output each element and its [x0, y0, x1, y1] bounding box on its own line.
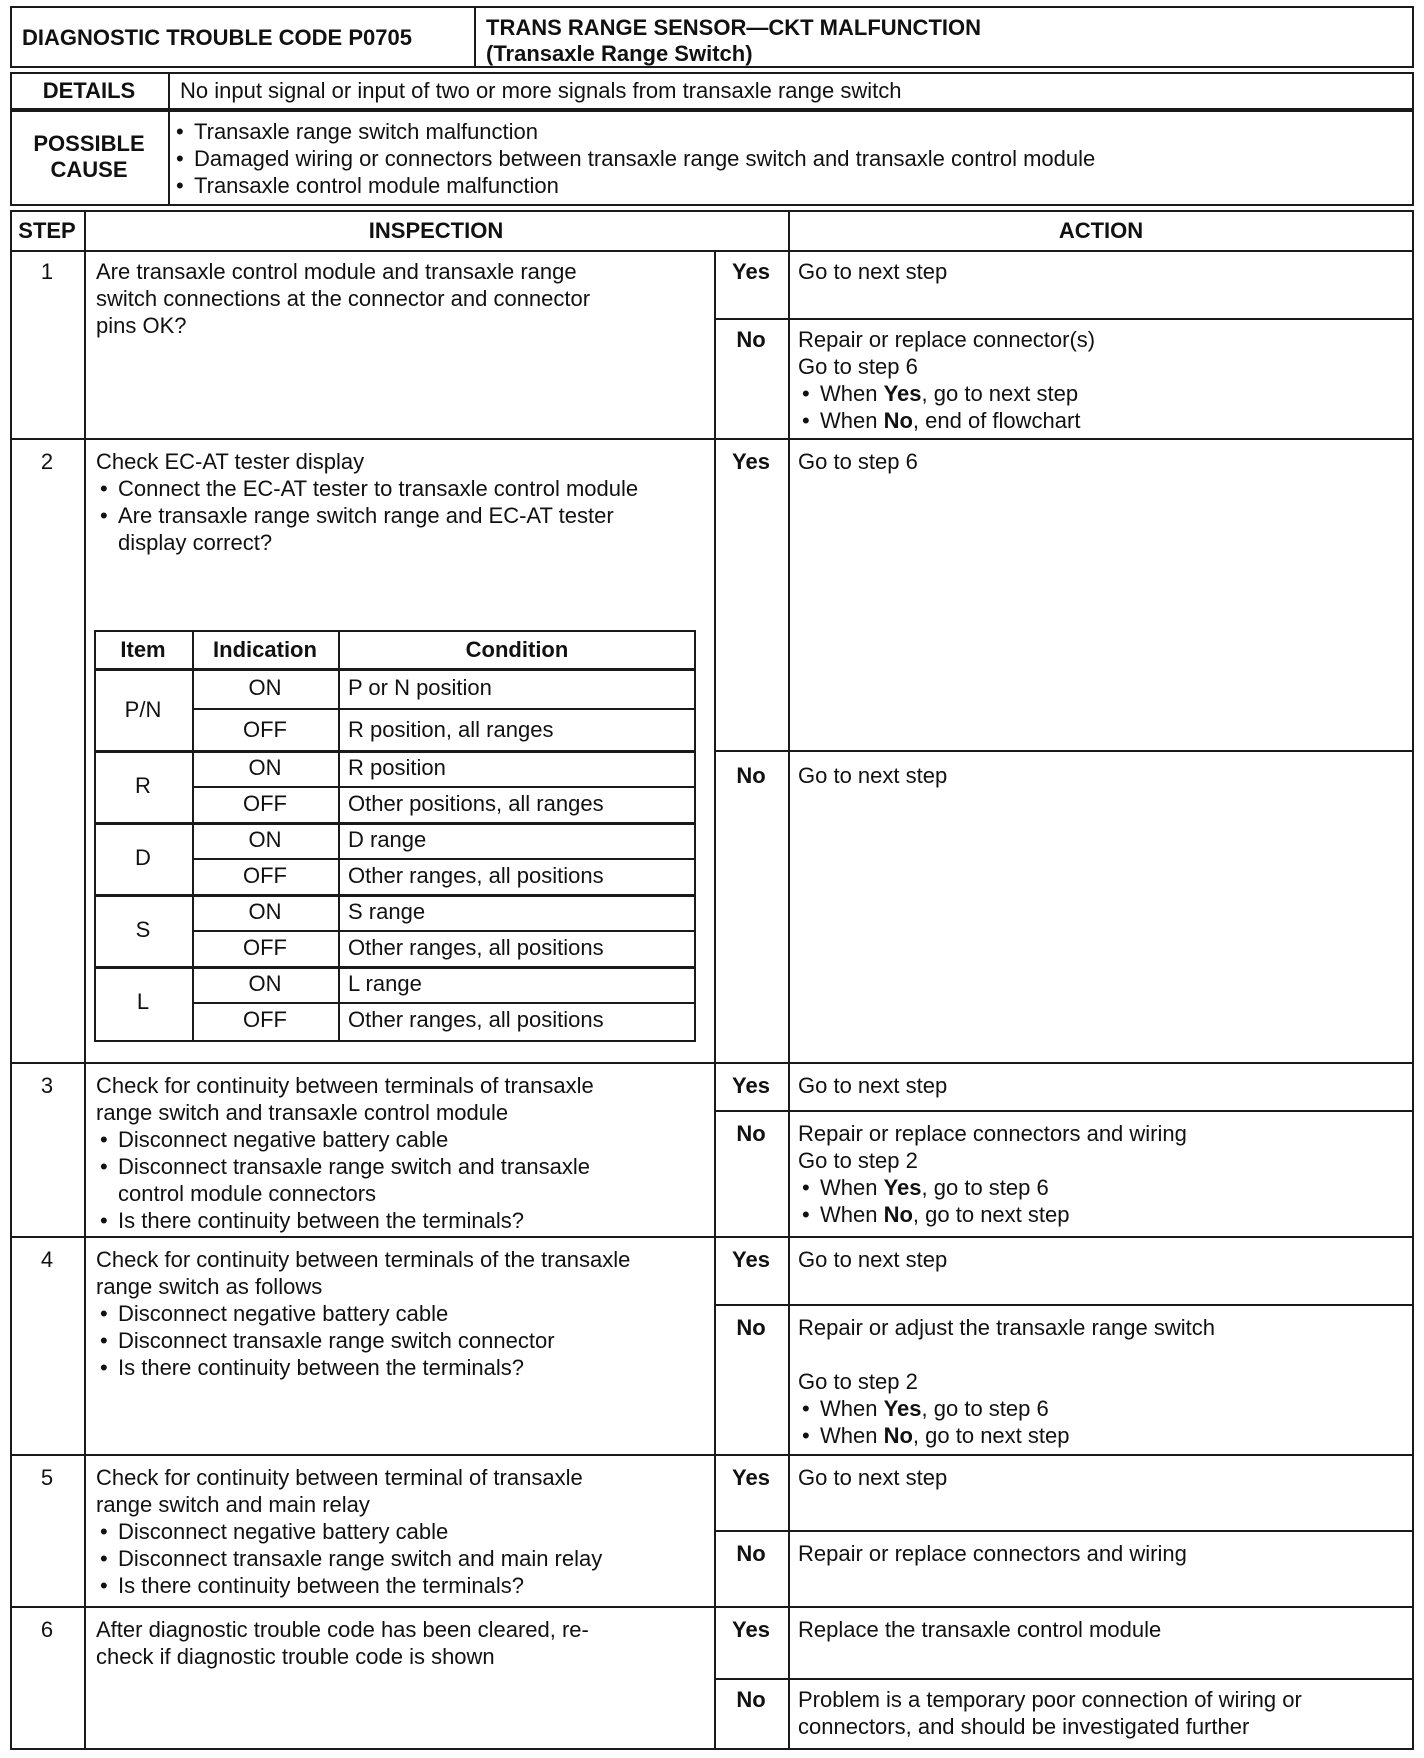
- action-line: Repair or adjust the transaxle range switch: [798, 1315, 1215, 1340]
- inspection-bullet: • Is there continuity between the terminals?: [96, 1207, 594, 1234]
- inspection-bullet: • Is there continuity between the terminals?: [96, 1572, 602, 1599]
- table-cell-condition: L range: [348, 971, 422, 996]
- action-bullet: • When No, go to next step: [798, 1422, 1215, 1449]
- cause-item: • Transaxle range switch malfunction: [172, 118, 1095, 145]
- yes-action: Go to next step: [798, 1073, 948, 1098]
- step-1-no-action: [798, 326, 1095, 434]
- possible-cause-label-1: POSSIBLE: [33, 131, 145, 156]
- step-5-inspection: [96, 1464, 602, 1599]
- inspection-line: range switch and transaxle control module: [96, 1100, 509, 1125]
- trouble-code-label: DIAGNOSTIC TROUBLE CODE P0705: [22, 25, 412, 50]
- table-cell-condition: R position: [348, 755, 446, 780]
- table-cell-condition: R position, all ranges: [348, 717, 554, 742]
- no-label: No: [736, 763, 766, 788]
- column-step: STEP: [18, 218, 76, 243]
- table-cell-on: ON: [248, 827, 282, 852]
- inspection-line: Are transaxle control module and transaxle range: [96, 259, 577, 284]
- step-6-inspection: [96, 1616, 589, 1670]
- yes-action: Go to next step: [798, 259, 948, 284]
- inspection-bullet: • Disconnect negative battery cable: [96, 1518, 602, 1545]
- table-row-item: P/N: [124, 697, 162, 722]
- inspection-line: check if diagnostic trouble code is shown: [96, 1644, 495, 1669]
- table-cell-on: ON: [248, 971, 282, 996]
- inspection-bullet: • Disconnect negative battery cable: [96, 1300, 630, 1327]
- inspection-bullet: • Disconnect negative battery cable: [96, 1126, 594, 1153]
- inspection-line: Check for continuity between terminal of transaxle: [96, 1465, 583, 1490]
- inspection-line: Check EC-AT tester display: [96, 449, 365, 474]
- inspection-line: range switch and main relay: [96, 1492, 370, 1517]
- yes-label: Yes: [732, 1465, 770, 1490]
- no-label: No: [736, 327, 766, 352]
- yes-action: Go to step 6: [798, 449, 918, 474]
- action-line: Repair or replace connectors and wiring: [798, 1121, 1187, 1146]
- yes-label: Yes: [732, 1617, 770, 1642]
- possible-cause-list: [172, 118, 1095, 199]
- inspection-line: After diagnostic trouble code has been cleared, re-: [96, 1617, 589, 1642]
- no-action: Go to next step: [798, 763, 948, 788]
- table-cell-off: OFF: [243, 935, 287, 960]
- step-4-no-action: [798, 1314, 1215, 1449]
- header-title-line1: TRANS RANGE SENSOR—CKT MALFUNCTION: [486, 15, 981, 40]
- cause-item: • Transaxle control module malfunction: [172, 172, 1095, 199]
- indication-table: [94, 630, 696, 1042]
- cause-item: • Damaged wiring or connectors between transaxle range switch and transaxle control module: [172, 145, 1095, 172]
- no-label: No: [736, 1541, 766, 1566]
- yes-label: Yes: [732, 259, 770, 284]
- action-bullet: • When Yes, go to step 6: [798, 1395, 1215, 1422]
- inspection-bullet: • Are transaxle range switch range and EC-AT tester: [96, 502, 638, 529]
- inspection-line: Check for continuity between terminals of the transaxle: [96, 1247, 631, 1272]
- table-cell-on: ON: [248, 755, 282, 780]
- table-cell-condition: Other ranges, all positions: [348, 1007, 604, 1032]
- inspection-bullet: • Disconnect transaxle range switch connector: [96, 1327, 630, 1354]
- column-inspection: INSPECTION: [368, 218, 504, 243]
- table-cell-on: ON: [248, 675, 282, 700]
- table-cell-condition: D range: [348, 827, 427, 852]
- action-line: connectors, and should be investigated further: [798, 1714, 1250, 1739]
- table-header-item: Item: [120, 637, 166, 662]
- inspection-line: display correct?: [118, 530, 273, 555]
- step-3-inspection: [96, 1072, 594, 1234]
- action-line: Go to step 2: [798, 1369, 918, 1394]
- table-row-item: L: [136, 989, 150, 1014]
- table-cell-off: OFF: [243, 717, 287, 742]
- inspection-line: pins OK?: [96, 313, 187, 338]
- inspection-line: Check for continuity between terminals of transaxle: [96, 1073, 594, 1098]
- action-line: Go to step 2: [798, 1148, 918, 1173]
- inspection-line: control module connectors: [118, 1181, 377, 1206]
- diagnostic-sheet: [10, 6, 1414, 1750]
- table-cell-off: OFF: [243, 791, 287, 816]
- action-bullet: • When Yes, go to next step: [798, 380, 1095, 407]
- table-row-item: R: [135, 773, 151, 798]
- step-number: 6: [40, 1617, 54, 1642]
- no-label: No: [736, 1121, 766, 1146]
- step-2-inspection: [96, 448, 638, 556]
- table-cell-condition: Other ranges, all positions: [348, 863, 604, 888]
- step-number: 4: [40, 1247, 54, 1272]
- step-3-no-action: [798, 1120, 1187, 1228]
- table-header-indication: Indication: [213, 637, 317, 662]
- inspection-bullet: • Disconnect transaxle range switch and transaxle: [96, 1153, 594, 1180]
- inspection-bullet: • Disconnect transaxle range switch and main relay: [96, 1545, 602, 1572]
- yes-label: Yes: [732, 449, 770, 474]
- yes-label: Yes: [732, 1247, 770, 1272]
- table-cell-condition: Other ranges, all positions: [348, 935, 604, 960]
- yes-action: Go to next step: [798, 1465, 948, 1490]
- table-cell-condition: S range: [348, 899, 426, 924]
- column-action: ACTION: [1058, 218, 1144, 243]
- details-text: No input signal or input of two or more signals from transaxle range switch: [180, 78, 902, 103]
- details-label: DETAILS: [42, 78, 136, 103]
- table-cell-condition: P or N position: [348, 675, 492, 700]
- step-1-inspection: [96, 258, 590, 339]
- possible-cause-label-2: CAUSE: [50, 157, 128, 182]
- no-label: No: [736, 1315, 766, 1340]
- inspection-bullet: • Connect the EC-AT tester to transaxle control module: [96, 475, 638, 502]
- step-6-no-action: [798, 1686, 1302, 1740]
- action-bullet: • When No, end of flowchart: [798, 407, 1095, 434]
- step-number: 3: [40, 1073, 54, 1098]
- yes-label: Yes: [732, 1073, 770, 1098]
- action-bullet: • When No, go to next step: [798, 1201, 1187, 1228]
- table-cell-off: OFF: [243, 1007, 287, 1032]
- action-line: Go to step 6: [798, 354, 918, 379]
- inspection-bullet: • Is there continuity between the terminals?: [96, 1354, 630, 1381]
- action-line: Repair or replace connector(s): [798, 327, 1096, 352]
- yes-action: Replace the transaxle control module: [798, 1617, 1162, 1642]
- step-4-inspection: [96, 1246, 630, 1381]
- inspection-line: range switch as follows: [96, 1274, 323, 1299]
- table-cell-condition: Other positions, all ranges: [348, 791, 604, 816]
- step-number: 2: [40, 449, 54, 474]
- action-bullet: • When Yes, go to step 6: [798, 1174, 1187, 1201]
- table-row-item: S: [135, 917, 151, 942]
- no-action: Repair or replace connectors and wiring: [798, 1541, 1187, 1566]
- step-number: 1: [40, 259, 54, 284]
- header-title-line2: (Transaxle Range Switch): [486, 41, 753, 66]
- table-row-item: D: [135, 845, 151, 870]
- table-cell-on: ON: [248, 899, 282, 924]
- table-cell-off: OFF: [243, 863, 287, 888]
- inspection-line: switch connections at the connector and connector: [96, 286, 591, 311]
- action-line: Problem is a temporary poor connection of wiring or: [798, 1687, 1302, 1712]
- no-label: No: [736, 1687, 766, 1712]
- table-header-condition: Condition: [465, 637, 569, 662]
- yes-action: Go to next step: [798, 1247, 948, 1272]
- step-number: 5: [40, 1465, 54, 1490]
